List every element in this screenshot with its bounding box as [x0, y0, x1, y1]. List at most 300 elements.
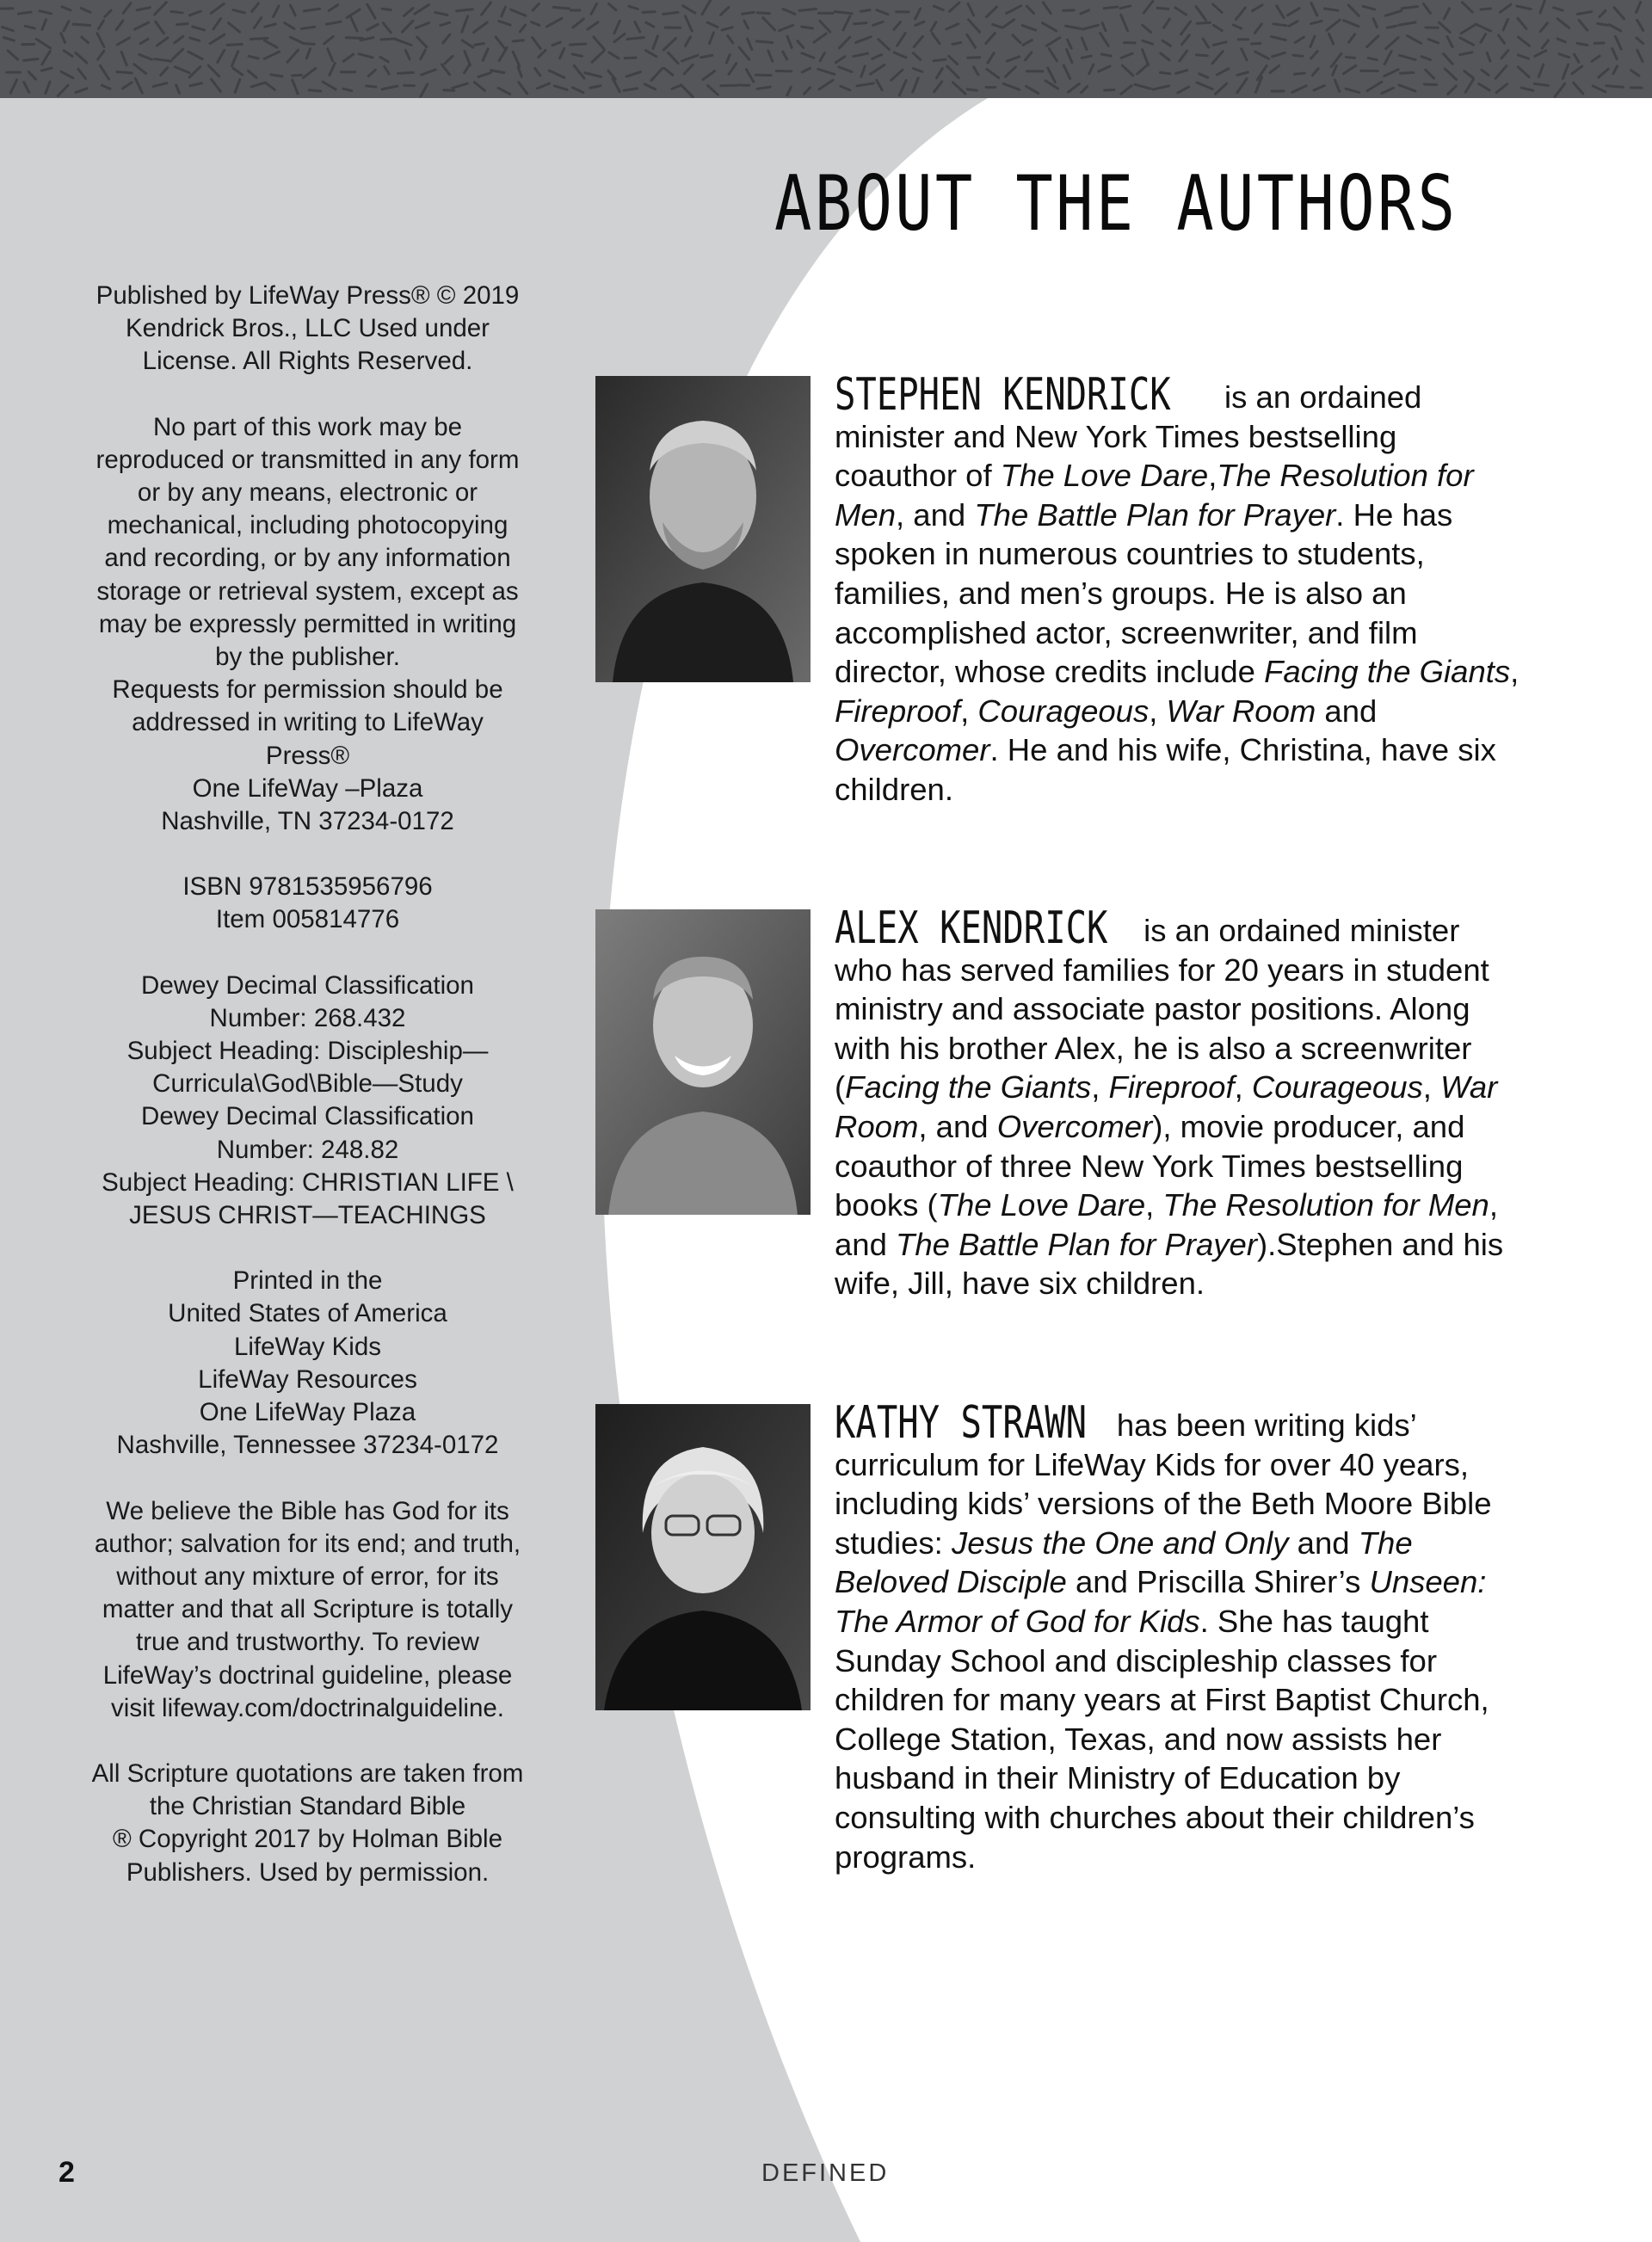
pattern-dash [1343, 21, 1358, 27]
pattern-dash [934, 59, 946, 61]
pattern-dash [210, 34, 225, 43]
pattern-dash [533, 3, 539, 10]
pattern-dash [1479, 83, 1489, 89]
pattern-dash [854, 23, 866, 24]
pattern-dash [513, 52, 520, 66]
pattern-dash [1612, 48, 1617, 59]
pattern-dash [877, 80, 882, 89]
pattern-dash [1518, 67, 1529, 77]
pattern-dash [768, 51, 773, 61]
pattern-dash [1399, 85, 1415, 91]
pattern-dash [914, 36, 922, 46]
pattern-dash [915, 22, 924, 25]
pattern-dash [443, 34, 450, 43]
bio-text-segment: , and [835, 1187, 1498, 1262]
pattern-dash [1535, 51, 1546, 57]
pattern-dash [802, 53, 814, 59]
pattern-dash [193, 27, 205, 30]
pattern-dash [1386, 38, 1398, 49]
pattern-dash [1102, 22, 1106, 30]
pattern-dash [326, 22, 341, 24]
pattern-dash [385, 66, 389, 74]
portrait-image [595, 376, 811, 682]
pattern-dash [519, 83, 527, 94]
pattern-dash [1003, 83, 1019, 89]
pattern-dash [1501, 51, 1508, 59]
pattern-dash [1557, 39, 1565, 42]
pattern-dash [1447, 37, 1452, 47]
pattern-dash [899, 80, 906, 95]
pattern-dash [98, 21, 103, 29]
pattern-dash [756, 41, 772, 43]
bio-title-italic: Unseen: The Armor of God for Kids [835, 1564, 1487, 1639]
pattern-dash [609, 52, 619, 59]
pattern-dash [64, 51, 72, 57]
pattern-dash [82, 37, 89, 43]
pattern-dash [757, 13, 769, 14]
pattern-dash [117, 72, 133, 73]
pattern-dash [1255, 52, 1269, 59]
pattern-dash [1254, 24, 1261, 33]
pattern-dash [993, 24, 1002, 28]
pattern-dash [323, 82, 336, 89]
pattern-dash [1100, 34, 1108, 46]
bio-title-italic: The Resolution for Men [1162, 1187, 1489, 1223]
pattern-dash [1460, 52, 1472, 55]
pattern-dash [635, 22, 640, 33]
pattern-dash [1328, 34, 1333, 44]
bio-text-segment: and [1316, 693, 1378, 729]
pattern-dash [1176, 71, 1187, 74]
pattern-dash [572, 88, 583, 93]
pattern-dash [343, 89, 352, 90]
pattern-dash [177, 24, 188, 25]
scripture-notice: All Scripture quotations are taken from the Christian Standard Bible ® Copyright 2017 by Holman Bible Publishers. Used by permission. [91, 1758, 524, 1887]
pattern-dash [739, 47, 749, 59]
pattern-dash [36, 39, 50, 47]
pattern-dash [1153, 86, 1169, 89]
pattern-dash [1599, 69, 1608, 77]
pattern-dash [304, 9, 319, 11]
pattern-dash [685, 37, 690, 46]
pattern-dash [891, 70, 903, 80]
pattern-dash [1295, 37, 1304, 42]
pattern-dash [1557, 19, 1569, 28]
pattern-dash [1213, 25, 1222, 30]
pattern-dash [1065, 26, 1080, 28]
pattern-dash [669, 52, 679, 63]
pattern-dash [1310, 36, 1315, 46]
pattern-dash [1609, 25, 1620, 31]
pattern-dash [1408, 36, 1421, 44]
pattern-dash [744, 21, 749, 28]
pattern-dash [1069, 83, 1080, 92]
pattern-dash [986, 34, 996, 44]
pattern-dash [653, 36, 658, 49]
bio-title-italic: The Resolution for Men [835, 458, 1474, 533]
pattern-dash [570, 44, 586, 45]
pattern-dash [629, 6, 638, 9]
bio-text-segment: and Priscilla Shirer’s [1066, 1564, 1370, 1600]
pattern-dash [968, 3, 974, 15]
pattern-dash [474, 83, 484, 91]
pattern-dash [117, 38, 129, 45]
pattern-dash [231, 52, 237, 66]
pattern-dash [153, 83, 167, 87]
pattern-dash [1122, 65, 1133, 76]
pattern-dash [626, 72, 640, 77]
pattern-dash [1252, 5, 1262, 11]
pattern-dash [1382, 88, 1394, 93]
publisher-notice: Published by LifeWay Press® © 2019 Kendrick Bros., LLC Used under License. All Rights Reserved. [96, 281, 520, 376]
pattern-dash [42, 20, 46, 30]
pattern-dash [1181, 22, 1191, 34]
pattern-dash [1368, 58, 1377, 59]
pattern-dash [1399, 55, 1415, 59]
pattern-dash [533, 38, 541, 49]
pattern-dash [1197, 55, 1208, 56]
pattern-dash [173, 49, 183, 59]
pattern-dash [1487, 52, 1490, 61]
pattern-dash [462, 40, 472, 47]
pattern-dash [539, 50, 546, 57]
bio-text-segment: . She has taught Sunday School and discipleship classes for children for many years at First Baptist Church, College Station, Texas, and now assists her husband in their Ministry of Education by consulting with churches about their children’s programs. [835, 1603, 1489, 1875]
pattern-dash [1637, 2, 1641, 12]
pattern-dash [1444, 53, 1453, 64]
bio-text-segment: is an ordained minister and New York Times bestselling coauthor of [835, 379, 1422, 494]
pattern-dash [594, 37, 604, 49]
pattern-dash [1613, 66, 1618, 74]
pattern-dash [1099, 66, 1110, 71]
pattern-dash [932, 34, 939, 44]
pattern-dash [18, 12, 31, 14]
pattern-dash [1289, 22, 1298, 26]
bio-text-segment: ).Stephen and his wife, Jill, have six children. [835, 1226, 1504, 1302]
footer-book-title: DEFINED [761, 2159, 890, 2187]
pattern-dash [839, 67, 852, 72]
pattern-dash [499, 22, 510, 25]
pattern-dash [1367, 82, 1382, 90]
pattern-dash [974, 67, 978, 75]
pattern-dash [266, 83, 274, 90]
pattern-dash [873, 22, 884, 25]
pattern-dash [40, 11, 52, 14]
pattern-dash [24, 83, 29, 93]
pattern-dash [417, 37, 427, 47]
bio-text-segment: , [1145, 1187, 1163, 1223]
pattern-dash [383, 23, 391, 33]
pattern-dash [1463, 3, 1473, 12]
bio-text-segment: , and [896, 496, 975, 533]
bio-title-italic: Jesus the One and Only [951, 1524, 1289, 1561]
pattern-dash [1137, 65, 1149, 74]
pattern-dash [1023, 40, 1032, 46]
pattern-dash [188, 52, 202, 59]
pattern-dash [330, 63, 335, 75]
pattern-dash [646, 22, 654, 27]
pattern-dash [498, 88, 510, 94]
pattern-dash [190, 38, 200, 40]
pattern-dash [102, 85, 110, 89]
pattern-dash [293, 80, 298, 94]
pattern-dash [1424, 3, 1431, 13]
pattern-dash [155, 3, 167, 15]
pattern-dash [574, 65, 584, 78]
pattern-dash [701, 55, 712, 58]
pattern-dash [1482, 70, 1489, 75]
pattern-dash [285, 23, 294, 29]
pattern-dash [135, 78, 142, 93]
pattern-dash [228, 22, 239, 32]
bio-title-italic: Fireproof [1108, 1069, 1235, 1106]
pattern-dash [474, 22, 488, 33]
pattern-dash [683, 6, 695, 13]
bio-title-italic: The Battle Plan for Prayer [896, 1226, 1257, 1262]
pattern-dash [1572, 66, 1582, 74]
pattern-dash [465, 51, 470, 65]
pattern-dash [968, 20, 979, 32]
pattern-dash [1517, 6, 1531, 9]
copyright-block [90, 280, 525, 1922]
pattern-dash [1348, 5, 1359, 15]
pattern-dash [682, 55, 698, 61]
pattern-dash [872, 55, 882, 59]
pattern-dash [967, 89, 977, 90]
pattern-dash [422, 70, 436, 75]
pattern-dash [1121, 15, 1128, 30]
pattern-dash [1213, 42, 1226, 46]
pattern-dash [573, 19, 583, 28]
pattern-dash [552, 42, 560, 46]
pattern-dash [1026, 6, 1033, 14]
pattern-dash [475, 43, 484, 45]
author-name: KATHY STRAWN [835, 1397, 1088, 1449]
pattern-dash [490, 71, 503, 73]
bio-text-segment: , [960, 693, 978, 729]
pattern-dash [218, 50, 225, 62]
pattern-dash [1022, 26, 1036, 30]
pattern-dash [171, 11, 182, 13]
pattern-dash [227, 44, 242, 45]
pattern-dash [1615, 36, 1621, 49]
pattern-dash [1314, 86, 1324, 90]
bio-text-segment: . He has spoken in numerous countries to students, families, and men’s groups. He is also an accomplished actor, screenwriter, and film director, whose credits include [835, 496, 1453, 690]
pattern-dash [46, 82, 50, 93]
pattern-dash [28, 72, 35, 79]
pattern-dash [914, 69, 922, 72]
pattern-dash [1637, 38, 1643, 44]
pattern-dash [1007, 57, 1019, 61]
isbn-info: ISBN 9781535956796 Item 005814776 [182, 872, 433, 934]
pattern-dash [235, 79, 240, 92]
pattern-dash [274, 6, 279, 17]
bio-text-segment: , and [918, 1108, 997, 1144]
pattern-dash [1343, 65, 1355, 73]
pattern-dash [685, 16, 692, 31]
pattern-dash [861, 66, 866, 77]
pattern-dash [722, 28, 732, 30]
pattern-dash [746, 70, 753, 82]
pattern-dash [987, 69, 999, 77]
pattern-dash [381, 39, 396, 40]
pattern-dash [645, 51, 656, 57]
pattern-dash [1518, 55, 1528, 59]
pattern-dash [343, 54, 354, 61]
pattern-dash [707, 22, 718, 27]
pattern-dash [496, 37, 505, 49]
pattern-dash [81, 9, 90, 13]
pattern-dash [1089, 65, 1094, 74]
pattern-dash [416, 23, 428, 28]
pattern-dash [1182, 35, 1190, 45]
pattern-dash [843, 16, 850, 30]
pattern-dash [1598, 23, 1608, 25]
pattern-dash [560, 48, 564, 58]
pattern-dash [513, 40, 523, 41]
pattern-dash [1401, 72, 1414, 73]
pattern-dash [783, 9, 795, 15]
author-photo [595, 376, 811, 682]
bio-text-segment: , [1208, 458, 1217, 494]
pattern-dash [1428, 40, 1438, 43]
pattern-dash [1367, 36, 1378, 47]
pattern-dash [211, 79, 220, 91]
pattern-dash [798, 41, 804, 48]
pattern-dash [1025, 52, 1031, 60]
pattern-dash [264, 52, 279, 59]
pattern-dash [1311, 3, 1317, 15]
pattern-dash [359, 54, 373, 58]
pattern-dash [1335, 80, 1339, 91]
pattern-dash [1273, 24, 1286, 26]
portrait-image [595, 1404, 811, 1710]
bio-text-segment: , [1422, 1069, 1441, 1106]
pattern-dash [1346, 57, 1354, 58]
pattern-dash [1577, 43, 1587, 45]
pattern-dash [1574, 83, 1583, 94]
pattern-dash [264, 40, 277, 47]
pattern-dash [1333, 65, 1337, 75]
pattern-dash [1164, 19, 1170, 28]
pattern-dash [351, 17, 358, 31]
bio-title-italic: Courageous [1251, 1069, 1423, 1106]
pattern-dash [651, 68, 663, 80]
pattern-dash [820, 52, 824, 60]
portrait-image [595, 909, 811, 1215]
pattern-dash [1499, 35, 1505, 43]
pattern-dash [252, 3, 259, 12]
pattern-dash [1063, 65, 1069, 78]
pattern-dash [1004, 20, 1014, 28]
pattern-dash [546, 18, 562, 27]
pattern-dash [464, 65, 469, 73]
pattern-dash [233, 68, 243, 75]
pattern-dash [1540, 23, 1547, 32]
pattern-dash [1327, 20, 1340, 30]
pattern-dash [1501, 4, 1511, 12]
pattern-dash [10, 80, 16, 93]
pattern-dash [478, 73, 490, 77]
pattern-dash [303, 68, 315, 77]
pattern-dash [121, 52, 126, 65]
pattern-dash [324, 36, 334, 43]
pattern-dash [947, 66, 959, 77]
pattern-dash [309, 90, 321, 91]
author-name: STEPHEN KENDRICK [835, 369, 1171, 421]
bio-title-italic: Courageous [977, 693, 1150, 729]
pattern-dash [1424, 84, 1436, 85]
pattern-dash [592, 51, 604, 62]
pattern-dash [952, 43, 961, 45]
pattern-dash [672, 86, 681, 89]
pattern-dash [254, 18, 261, 28]
pattern-dash [1270, 65, 1279, 72]
pattern-dash [703, 71, 714, 80]
pattern-dash [137, 8, 150, 10]
bio-text-segment: , [1234, 1069, 1252, 1106]
pattern-dash [590, 86, 601, 88]
pattern-dash [140, 39, 148, 43]
pattern-dash [1310, 52, 1317, 59]
bio-text-segment: . He and his wife, Christina, have six children. [835, 732, 1496, 807]
pattern-dash [1026, 86, 1039, 93]
rights-notice: No part of this work may be reproduced or transmitted in any form or by any means, electronic or mechanical, including photocopying and recording, or by any information storage or retrieval system, except as may be expressly permitted in writing by the publisher. Requests for permission should be addressed in writing to LifeWay Press® One LifeWay –Plaza Nashville, TN 37234-0172 [96, 412, 520, 836]
pattern-dash [894, 22, 901, 29]
pattern-dash [41, 68, 52, 71]
pattern-dash [306, 49, 310, 59]
pattern-dash [346, 38, 362, 39]
pattern-dash [1216, 83, 1227, 94]
pattern-dash [1476, 24, 1491, 31]
pattern-dash [757, 87, 770, 89]
pattern-dash [175, 36, 183, 43]
pattern-dash [1212, 52, 1223, 64]
pattern-dash [819, 80, 833, 89]
pattern-dash [1217, 69, 1229, 75]
pattern-dash [62, 7, 71, 10]
pattern-dash [1049, 48, 1057, 60]
pattern-dash [763, 18, 775, 30]
pattern-dash [946, 24, 959, 29]
pattern-dash [1082, 25, 1098, 29]
pattern-dash [1575, 54, 1579, 62]
pattern-dash [535, 68, 540, 75]
pattern-dash [1203, 39, 1209, 47]
pattern-dash [157, 38, 168, 46]
pattern-dash [1373, 19, 1377, 28]
pattern-dash [1104, 7, 1117, 9]
pattern-dash [931, 22, 936, 31]
pattern-dash [8, 51, 17, 59]
pattern-dash [1143, 40, 1153, 44]
bio-title-italic: The Beloved Disciple [835, 1524, 1413, 1600]
pattern-dash [1143, 50, 1149, 65]
pattern-dash [73, 24, 89, 25]
pattern-dash [549, 71, 564, 77]
pattern-dash [1043, 3, 1051, 14]
pattern-dash [250, 38, 268, 39]
pattern-dash [988, 53, 994, 63]
pattern-dash [1161, 53, 1169, 60]
pattern-dash [1048, 68, 1056, 83]
pattern-dash [1421, 57, 1430, 60]
pattern-dash [854, 53, 868, 57]
pattern-dash [1384, 70, 1398, 77]
pattern-dash [743, 12, 755, 14]
pattern-dash [190, 83, 202, 86]
pattern-dash [2, 27, 13, 30]
pattern-dash [721, 7, 729, 15]
